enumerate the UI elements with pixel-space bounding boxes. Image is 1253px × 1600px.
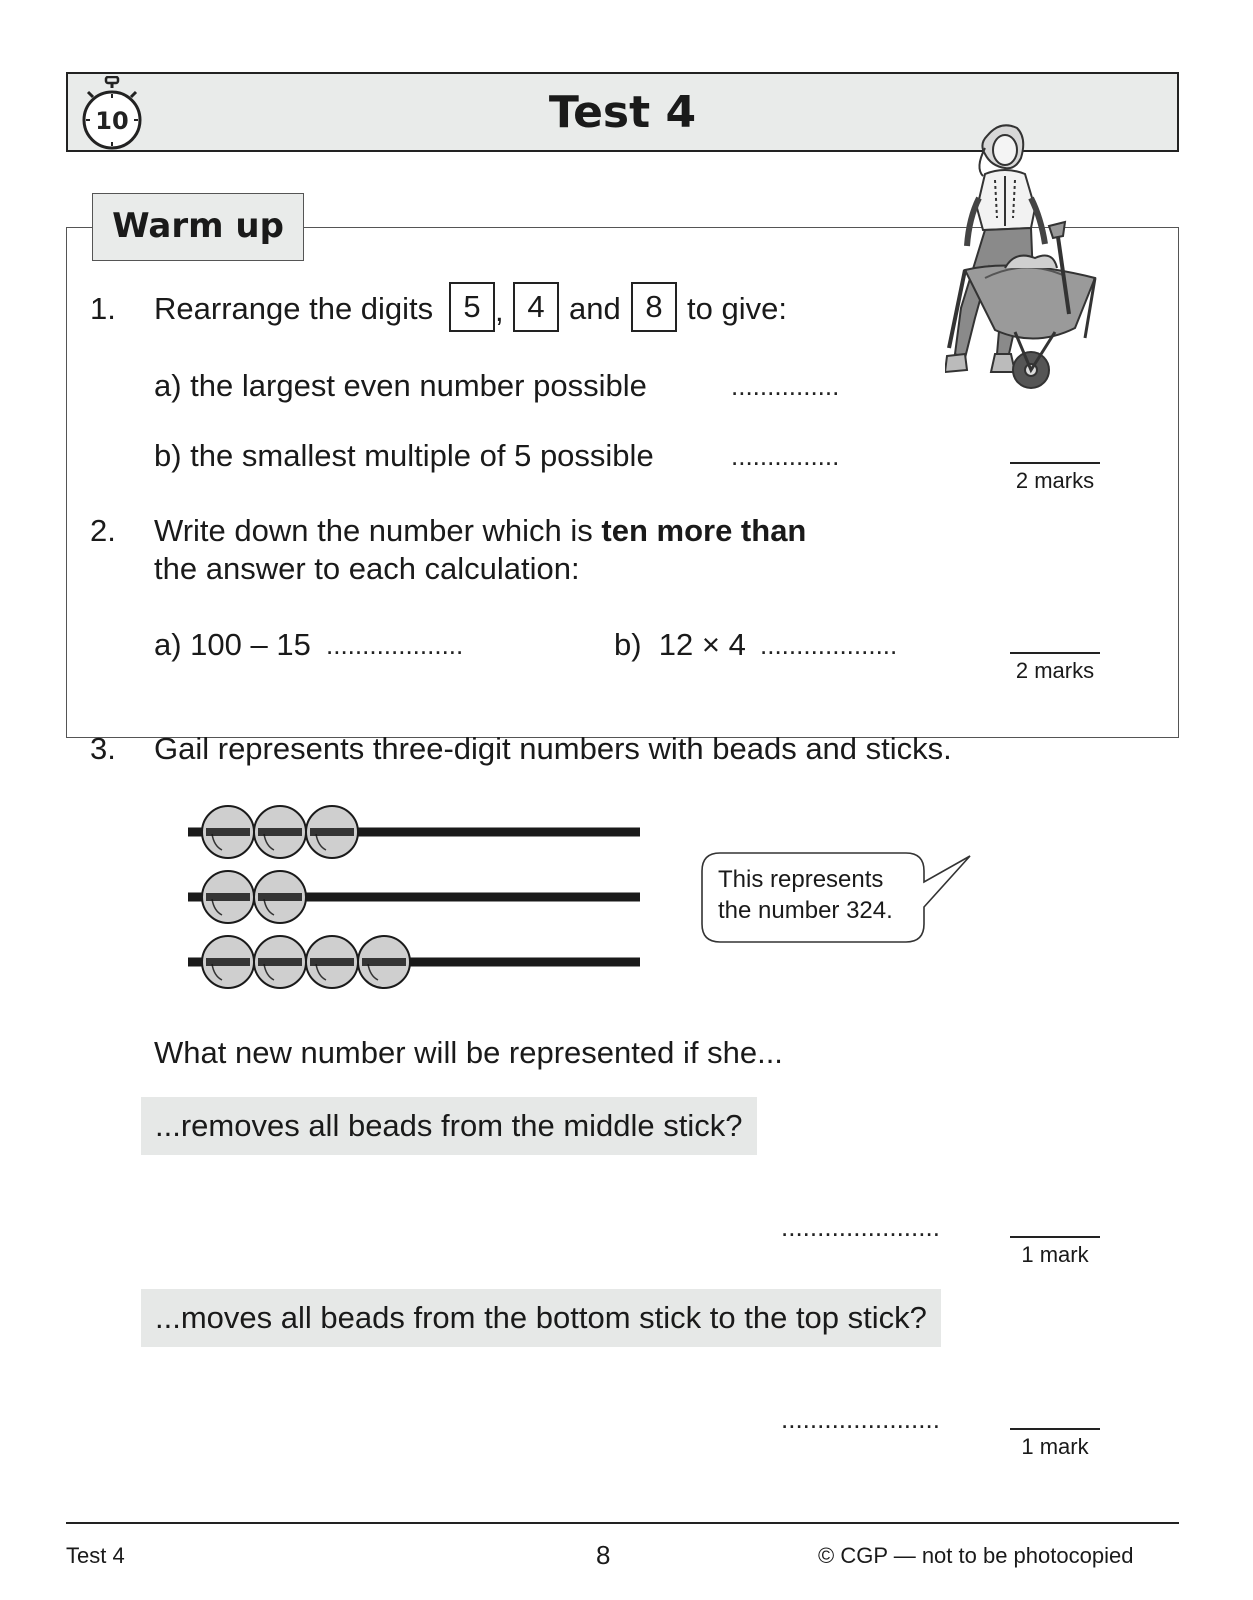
timer-minutes: 10 xyxy=(95,107,129,135)
question-1-and: and xyxy=(569,291,621,326)
answer-line-3a[interactable]: ...................... xyxy=(781,1212,940,1242)
question-3-subprompt: What new number will be represented if she... xyxy=(154,1035,783,1070)
question-3-number: 3. xyxy=(90,731,116,766)
bead xyxy=(202,806,254,858)
bead xyxy=(358,936,410,988)
digit-card: 4 xyxy=(513,282,559,332)
stopwatch-icon xyxy=(80,76,144,152)
woman-with-wheelbarrow-illustration xyxy=(945,118,1120,408)
bead xyxy=(254,936,306,988)
question-2-line-1 xyxy=(154,512,806,550)
question-3b-text: ...moves all beads from the bottom stick to the top stick? xyxy=(141,1289,941,1347)
question-1-number: 1. xyxy=(90,291,116,326)
digit-separator: , xyxy=(495,293,504,328)
speech-bubble xyxy=(698,852,978,952)
question-1b-text: b) the smallest multiple of 5 possible xyxy=(154,438,654,473)
question-1-prompt-end: to give: xyxy=(687,291,787,326)
marks-label-q2: 2 marks xyxy=(1010,652,1100,684)
answer-line-1b[interactable]: ............... xyxy=(731,441,840,471)
marks-label-q1: 2 marks xyxy=(1010,462,1100,494)
digit-card: 8 xyxy=(631,282,677,332)
answer-line-2b[interactable]: ................... xyxy=(760,630,898,660)
question-2b-text: b) 12 × 4 xyxy=(614,627,746,662)
question-3-prompt: Gail represents three-digit numbers with beads and sticks. xyxy=(154,731,952,766)
footer-copyright: © CGP — not to be photocopied xyxy=(818,1543,1134,1568)
answer-line-1a[interactable]: ............... xyxy=(731,371,840,401)
marks-label-q3a: 1 mark xyxy=(1010,1236,1100,1268)
question-2-emphasis: ten more than xyxy=(601,513,807,548)
bead xyxy=(254,806,306,858)
bead-abacus-diagram xyxy=(180,800,660,1000)
bead xyxy=(306,806,358,858)
speech-bubble-line-1: This represents xyxy=(718,866,884,893)
warm-up-label: Warm up xyxy=(92,193,304,261)
bead xyxy=(254,871,306,923)
question-3a-text: ...removes all beads from the middle stick? xyxy=(141,1097,757,1155)
answer-line-2a[interactable]: ................... xyxy=(326,630,464,660)
question-2-number: 2. xyxy=(90,513,116,548)
answer-line-3b[interactable]: ...................... xyxy=(781,1404,940,1434)
speech-bubble-line-2: the number 324. xyxy=(718,897,893,924)
page-number: 8 xyxy=(596,1540,611,1570)
page-title: Test 4 xyxy=(548,87,697,138)
question-1a-text: a) the largest even number possible xyxy=(154,368,647,403)
footer-test-label: Test 4 xyxy=(66,1543,125,1568)
bead xyxy=(202,936,254,988)
question-1-prompt: Rearrange the digits xyxy=(154,291,434,326)
marks-label-q3b: 1 mark xyxy=(1010,1428,1100,1460)
bead xyxy=(306,936,358,988)
bead xyxy=(202,871,254,923)
question-2-line-2: the answer to each calculation: xyxy=(154,551,580,586)
question-2-text: Write down the number which is xyxy=(154,513,602,548)
question-2a-text: a) 100 – 15 xyxy=(154,627,311,662)
footer-divider xyxy=(66,1522,1179,1524)
digit-card: 5 xyxy=(449,282,495,332)
